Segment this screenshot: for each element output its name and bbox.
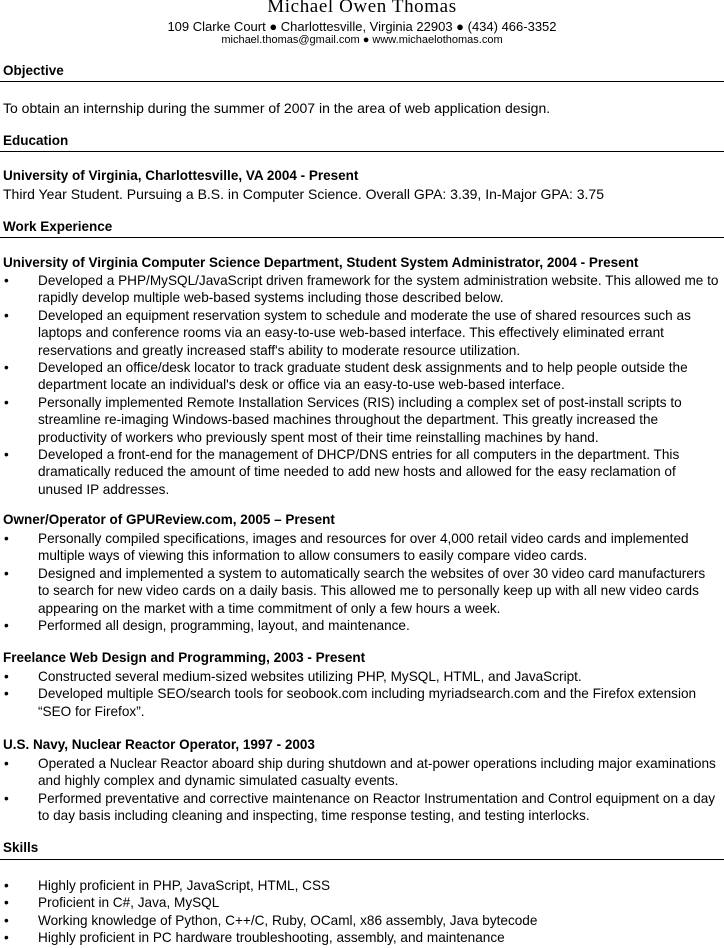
list-item: • Developed multiple SEO/search tools for seobook.com including myriadsearch.com and the Firefox extension “SEO for Firefox”. bbox=[0, 685, 724, 720]
contact-address: 109 Clarke Court ● Charlottesville, Virginia 22903 ● (434) 466-3352 bbox=[167, 19, 557, 34]
list-item: • Operated a Nuclear Reactor aboard ship during shutdown and at-power operations including major examinations and highly complex and dynamic simulated casualty events. bbox=[0, 755, 724, 790]
job-title-navy: U.S. Navy, Nuclear Reactor Operator, 1997 - 2003 bbox=[3, 737, 315, 752]
list-item: • Highly proficient in PHP, JavaScript, HTML, CSS bbox=[0, 877, 724, 894]
objective-rule bbox=[0, 81, 724, 82]
job-bullets-uva-cs bbox=[0, 272, 724, 498]
list-item: • Highly proficient in PC hardware troubleshooting, assembly, and maintenance bbox=[0, 929, 724, 946]
contact-web: michael.thomas@gmail.com ● www.michaelothomas.com bbox=[221, 34, 503, 46]
job-title-freelance: Freelance Web Design and Programming, 2003 - Present bbox=[3, 650, 366, 665]
list-item: • Personally compiled specifications, images and resources for over 4,000 retail video cards and implemented multiple ways of viewing this information to allow consumers to easily compare video cards. bbox=[0, 530, 724, 565]
skills-rule bbox=[0, 859, 724, 860]
list-item: • Developed an office/desk locator to track graduate student desk assignments and to help people outside the department locate an individual's desk or office via an easy-to-use web-based interface. bbox=[0, 359, 724, 394]
list-item: • Developed a PHP/MySQL/JavaScript driven framework for the system administration website. This allowed me to rapidly develop multiple web-based systems including those described below. bbox=[0, 272, 724, 307]
list-item: • Constructed several medium-sized websites utilizing PHP, MySQL, HTML, and JavaScript. bbox=[0, 668, 724, 685]
skills-list bbox=[0, 877, 724, 947]
objective-heading: Objective bbox=[3, 63, 64, 78]
skills-heading: Skills bbox=[3, 840, 39, 855]
list-item: • Proficient in C#, Java, MySQL bbox=[0, 894, 724, 911]
list-item: • Performed preventative and corrective maintenance on Reactor Instrumentation and Control equipment on a day to day basis including cleaning and inspecting, time response testing, and testing interlocks. bbox=[0, 790, 724, 825]
list-item: • Performed all design, programming, layout, and maintenance. bbox=[0, 617, 724, 634]
list-item: • Personally implemented Remote Installation Services (RIS) including a complex set of post-install scripts to streamline re-imaging Windows-based machines throughout the department. This greatly increased the productivity of workers who previously spent most of their time reinstalling machines by hand. bbox=[0, 394, 724, 446]
job-bullets-freelance bbox=[0, 668, 724, 720]
objective-text: To obtain an internship during the summer of 2007 in the area of web application design. bbox=[3, 100, 551, 116]
education-detail: Third Year Student. Pursuing a B.S. in Computer Science. Overall GPA: 3.39, In-Major GPA: 3.75 bbox=[3, 186, 605, 202]
list-item: • Developed an equipment reservation system to schedule and moderate the use of shared resources such as laptops and conference rooms via an easy-to-use web-based interface. This effectively eliminated errant reservations and greatly increased staff's ability to moderate resource utilization. bbox=[0, 307, 724, 359]
list-item: • Designed and implemented a system to automatically search the websites of over 30 video card manufacturers to search for new video cards on a daily basis. This allowed me to personally keep up with all new video cards appearing on the market with a time commitment of only a few hours a week. bbox=[0, 565, 724, 617]
job-bullets-navy bbox=[0, 755, 724, 825]
education-school: University of Virginia, Charlottesville, VA 2004 - Present bbox=[3, 168, 359, 183]
job-title-gpureview: Owner/Operator of GPUReview.com, 2005 – Present bbox=[3, 512, 335, 527]
job-bullets-gpureview bbox=[0, 530, 724, 634]
education-rule bbox=[0, 151, 724, 152]
work-rule bbox=[0, 237, 724, 238]
list-item: • Working knowledge of Python, C++/C, Ruby, OCaml, x86 assembly, Java bytecode bbox=[0, 912, 724, 929]
education-heading: Education bbox=[3, 133, 69, 148]
work-heading: Work Experience bbox=[3, 219, 113, 234]
job-title-uva-cs: University of Virginia Computer Science Department, Student System Administrator, 2004 - Present bbox=[3, 255, 639, 270]
list-item: • Developed a front-end for the management of DHCP/DNS entries for all computers in the department. This dramatically reduced the amount of time needed to add new hosts and allowed for the easy reclamation of unused IP addresses. bbox=[0, 446, 724, 498]
resume-name: Michael Owen Thomas bbox=[267, 0, 457, 17]
